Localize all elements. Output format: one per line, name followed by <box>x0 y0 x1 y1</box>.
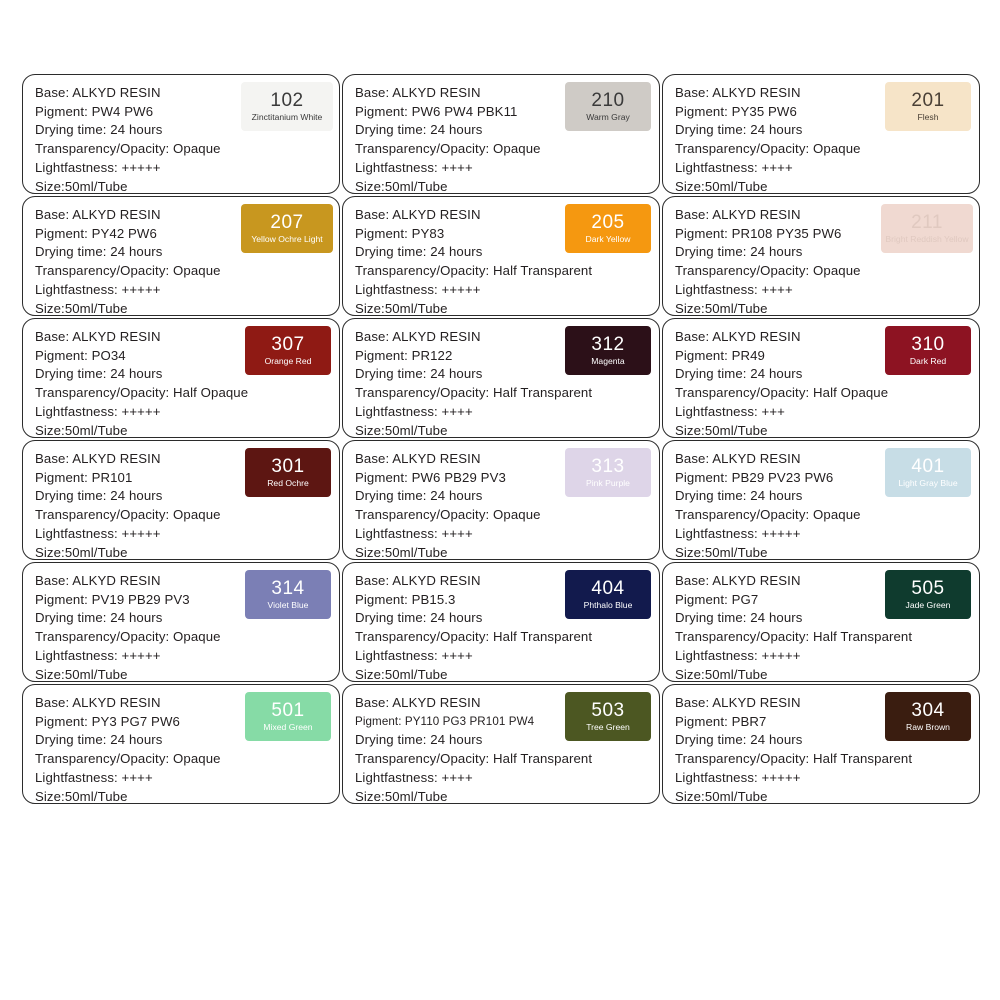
spec-size: Size:50ml/Tube <box>675 544 768 560</box>
spec-size: Size:50ml/Tube <box>675 666 768 682</box>
color-spec-card <box>22 440 340 560</box>
swatch-code: 404 <box>591 577 625 599</box>
spec-size: Size:50ml/Tube <box>35 666 128 682</box>
spec-pigment: Pigment: PG7 <box>675 591 759 607</box>
swatch-code: 503 <box>591 699 625 721</box>
spec-transparency: Transparency/Opacity: Half Transparent <box>355 629 593 645</box>
swatch-code: 401 <box>911 455 945 477</box>
swatch-color-name: Dark Red <box>909 355 947 366</box>
spec-base: Base: ALKYD RESIN <box>355 451 481 466</box>
color-spec-card <box>662 318 980 438</box>
color-spec-card <box>662 440 980 560</box>
spec-pigment: Pigment: PW6 PB29 PV3 <box>355 469 506 485</box>
color-spec-card <box>342 684 660 804</box>
card-spec-list <box>35 694 329 806</box>
spec-transparency: Transparency/Opacity: Half Transparent <box>675 629 913 645</box>
spec-lightfastness: Lightfastness: ++++ <box>355 159 473 175</box>
spec-base: Base: ALKYD RESIN <box>35 695 161 710</box>
spec-size: Size:50ml/Tube <box>355 300 448 316</box>
spec-base: Base: ALKYD RESIN <box>35 451 161 466</box>
card-spec-list <box>35 450 329 562</box>
spec-base: Base: ALKYD RESIN <box>675 573 801 588</box>
card-spec-list <box>675 328 969 440</box>
spec-size: Size:50ml/Tube <box>355 788 448 804</box>
spec-lightfastness: Lightfastness: ++++ <box>355 647 473 663</box>
spec-size: Size:50ml/Tube <box>35 178 128 194</box>
spec-transparency: Transparency/Opacity: Opaque <box>355 141 541 157</box>
swatch-code: 501 <box>271 699 305 721</box>
swatch-code: 304 <box>911 699 945 721</box>
spec-lightfastness: Lightfastness: ++++ <box>35 769 153 785</box>
spec-transparency: Transparency/Opacity: Half Transparent <box>355 751 593 767</box>
color-spec-card <box>342 562 660 682</box>
spec-transparency: Transparency/Opacity: Opaque <box>355 507 541 523</box>
spec-lightfastness: Lightfastness: ++++ <box>675 281 793 297</box>
spec-pigment: Pigment: PBR7 <box>675 713 767 729</box>
swatch-code: 205 <box>591 211 625 233</box>
swatch-color-name: Orange Red <box>264 355 312 366</box>
spec-lightfastness: Lightfastness: ++++ <box>355 403 473 419</box>
spec-transparency: Transparency/Opacity: Half Transparent <box>355 385 593 401</box>
spec-drying-time: Drying time: 24 hours <box>675 122 803 138</box>
card-spec-list <box>355 572 649 684</box>
card-spec-list <box>675 572 969 684</box>
card-spec-list <box>355 206 649 318</box>
spec-pigment: Pigment: PY42 PW6 <box>35 225 157 241</box>
spec-lightfastness: Lightfastness: +++++ <box>675 525 801 541</box>
spec-drying-time: Drying time: 24 hours <box>675 488 803 504</box>
spec-size: Size:50ml/Tube <box>355 544 448 560</box>
color-spec-card <box>22 196 340 316</box>
spec-drying-time: Drying time: 24 hours <box>35 122 163 138</box>
card-spec-list <box>355 694 649 806</box>
swatch-color-name: Bright Reddish Yellow <box>885 233 969 244</box>
swatch-color-name: Yellow Ochre Light <box>251 233 323 244</box>
spec-transparency: Transparency/Opacity: Half Transparent <box>675 751 913 767</box>
color-spec-card <box>342 318 660 438</box>
spec-transparency: Transparency/Opacity: Opaque <box>35 751 221 767</box>
spec-transparency: Transparency/Opacity: Opaque <box>675 507 861 523</box>
card-spec-list <box>355 84 649 196</box>
spec-drying-time: Drying time: 24 hours <box>355 122 483 138</box>
spec-drying-time: Drying time: 24 hours <box>675 244 803 260</box>
spec-base: Base: ALKYD RESIN <box>355 85 481 100</box>
spec-pigment: Pigment: PR49 <box>675 347 765 363</box>
swatch-color-name: Zinctitanium White <box>251 111 323 122</box>
spec-transparency: Transparency/Opacity: Opaque <box>675 263 861 279</box>
swatch-color-name: Warm Gray <box>586 111 630 122</box>
spec-base: Base: ALKYD RESIN <box>355 207 481 222</box>
card-spec-list <box>355 450 649 562</box>
swatch-code: 201 <box>911 89 945 111</box>
spec-transparency: Transparency/Opacity: Half Transparent <box>355 263 593 279</box>
spec-pigment: Pigment: PR122 <box>355 347 453 363</box>
spec-lightfastness: Lightfastness: +++++ <box>35 647 161 663</box>
spec-pigment: Pigment: PW6 PW4 PBK11 <box>355 103 518 119</box>
spec-transparency: Transparency/Opacity: Half Opaque <box>35 385 249 401</box>
spec-base: Base: ALKYD RESIN <box>675 207 801 222</box>
spec-pigment: Pigment: PR101 <box>35 469 133 485</box>
spec-transparency: Transparency/Opacity: Opaque <box>35 507 221 523</box>
spec-size: Size:50ml/Tube <box>35 544 128 560</box>
color-spec-card <box>342 74 660 194</box>
spec-drying-time: Drying time: 24 hours <box>35 366 163 382</box>
spec-pigment: Pigment: PY83 <box>355 225 445 241</box>
spec-drying-time: Drying time: 24 hours <box>355 732 483 748</box>
spec-base: Base: ALKYD RESIN <box>675 451 801 466</box>
spec-drying-time: Drying time: 24 hours <box>675 610 803 626</box>
spec-drying-time: Drying time: 24 hours <box>35 732 163 748</box>
spec-base: Base: ALKYD RESIN <box>355 329 481 344</box>
spec-transparency: Transparency/Opacity: Half Opaque <box>675 385 889 401</box>
swatch-color-name: Light Gray Blue <box>898 477 958 488</box>
spec-lightfastness: Lightfastness: +++++ <box>35 159 161 175</box>
spec-drying-time: Drying time: 24 hours <box>35 610 163 626</box>
spec-size: Size:50ml/Tube <box>675 422 768 438</box>
swatch-code: 211 <box>911 211 943 233</box>
card-spec-list <box>675 450 969 562</box>
color-spec-card <box>662 684 980 804</box>
swatch-code: 307 <box>271 333 305 355</box>
color-spec-card <box>22 562 340 682</box>
spec-lightfastness: Lightfastness: ++++ <box>675 159 793 175</box>
spec-base: Base: ALKYD RESIN <box>355 695 481 710</box>
spec-pigment: Pigment: PB29 PV23 PW6 <box>675 469 834 485</box>
spec-base: Base: ALKYD RESIN <box>675 695 801 710</box>
spec-base: Base: ALKYD RESIN <box>355 573 481 588</box>
color-spec-card <box>662 562 980 682</box>
spec-base: Base: ALKYD RESIN <box>675 329 801 344</box>
spec-base: Base: ALKYD RESIN <box>35 573 161 588</box>
spec-lightfastness: Lightfastness: +++++ <box>675 647 801 663</box>
color-spec-card <box>22 684 340 804</box>
swatch-code: 301 <box>271 455 305 477</box>
spec-lightfastness: Lightfastness: ++++ <box>355 769 473 785</box>
spec-transparency: Transparency/Opacity: Opaque <box>35 263 221 279</box>
swatch-code: 210 <box>591 89 625 111</box>
swatch-color-name: Mixed Green <box>263 721 313 732</box>
spec-base: Base: ALKYD RESIN <box>675 85 801 100</box>
swatch-color-name: Raw Brown <box>906 721 950 732</box>
spec-drying-time: Drying time: 24 hours <box>355 366 483 382</box>
spec-lightfastness: Lightfastness: +++++ <box>35 281 161 297</box>
spec-size: Size:50ml/Tube <box>355 422 448 438</box>
spec-size: Size:50ml/Tube <box>355 666 448 682</box>
swatch-code: 102 <box>270 89 304 111</box>
swatch-code: 313 <box>591 455 625 477</box>
swatch-code: 314 <box>271 577 305 599</box>
spec-size: Size:50ml/Tube <box>675 788 768 804</box>
spec-size: Size:50ml/Tube <box>675 178 768 194</box>
spec-size: Size:50ml/Tube <box>355 178 448 194</box>
spec-size: Size:50ml/Tube <box>35 422 128 438</box>
spec-pigment: Pigment: PY110 PG3 PR101 PW4 <box>355 714 535 728</box>
swatch-code: 310 <box>911 333 945 355</box>
spec-pigment: Pigment: PO34 <box>35 347 126 363</box>
spec-size: Size:50ml/Tube <box>35 300 128 316</box>
swatch-code: 505 <box>911 577 945 599</box>
swatch-color-name: Violet Blue <box>267 599 309 610</box>
spec-transparency: Transparency/Opacity: Opaque <box>35 629 221 645</box>
swatch-color-name: Red Ochre <box>267 477 309 488</box>
spec-drying-time: Drying time: 24 hours <box>675 366 803 382</box>
swatch-code: 207 <box>270 211 304 233</box>
spec-transparency: Transparency/Opacity: Opaque <box>35 141 221 157</box>
spec-lightfastness: Lightfastness: +++++ <box>35 403 161 419</box>
card-spec-list <box>675 206 969 318</box>
color-spec-card <box>342 440 660 560</box>
spec-drying-time: Drying time: 24 hours <box>35 488 163 504</box>
swatch-color-name: Phthalo Blue <box>583 599 633 610</box>
color-spec-card <box>22 74 340 194</box>
color-spec-card <box>342 196 660 316</box>
swatch-color-name: Jade Green <box>905 599 951 610</box>
spec-drying-time: Drying time: 24 hours <box>35 244 163 260</box>
spec-base: Base: ALKYD RESIN <box>35 85 161 100</box>
spec-lightfastness: Lightfastness: +++ <box>675 403 785 419</box>
spec-pigment: Pigment: PY3 PG7 PW6 <box>35 713 180 729</box>
color-spec-card <box>662 74 980 194</box>
color-spec-card <box>662 196 980 316</box>
swatch-color-name: Magenta <box>591 355 625 366</box>
color-spec-card <box>22 318 340 438</box>
card-spec-list <box>675 84 969 196</box>
swatch-color-name: Flesh <box>917 111 939 122</box>
spec-drying-time: Drying time: 24 hours <box>355 488 483 504</box>
spec-pigment: Pigment: PY35 PW6 <box>675 103 797 119</box>
swatch-code: 312 <box>591 333 625 355</box>
swatch-color-name: Dark Yellow <box>585 233 631 244</box>
color-spec-card-grid <box>22 74 980 804</box>
spec-pigment: Pigment: PR108 PY35 PW6 <box>675 225 842 241</box>
card-spec-list <box>35 572 329 684</box>
spec-lightfastness: Lightfastness: +++++ <box>675 769 801 785</box>
card-spec-list <box>35 328 329 440</box>
swatch-color-name: Pink Purple <box>586 477 630 488</box>
spec-transparency: Transparency/Opacity: Opaque <box>675 141 861 157</box>
spec-drying-time: Drying time: 24 hours <box>355 244 483 260</box>
spec-size: Size:50ml/Tube <box>35 788 128 804</box>
card-spec-list <box>355 328 649 440</box>
spec-pigment: Pigment: PV19 PB29 PV3 <box>35 591 190 607</box>
spec-base: Base: ALKYD RESIN <box>35 329 161 344</box>
spec-lightfastness: Lightfastness: +++++ <box>35 525 161 541</box>
spec-drying-time: Drying time: 24 hours <box>355 610 483 626</box>
spec-lightfastness: Lightfastness: ++++ <box>355 525 473 541</box>
card-spec-list <box>675 694 969 806</box>
swatch-color-name: Tree Green <box>586 721 630 732</box>
card-spec-list <box>35 206 329 318</box>
spec-base: Base: ALKYD RESIN <box>35 207 161 222</box>
spec-drying-time: Drying time: 24 hours <box>675 732 803 748</box>
spec-size: Size:50ml/Tube <box>675 300 768 316</box>
card-spec-list <box>35 84 329 196</box>
spec-lightfastness: Lightfastness: +++++ <box>355 281 481 297</box>
spec-pigment: Pigment: PW4 PW6 <box>35 103 154 119</box>
spec-pigment: Pigment: PB15.3 <box>355 591 456 607</box>
